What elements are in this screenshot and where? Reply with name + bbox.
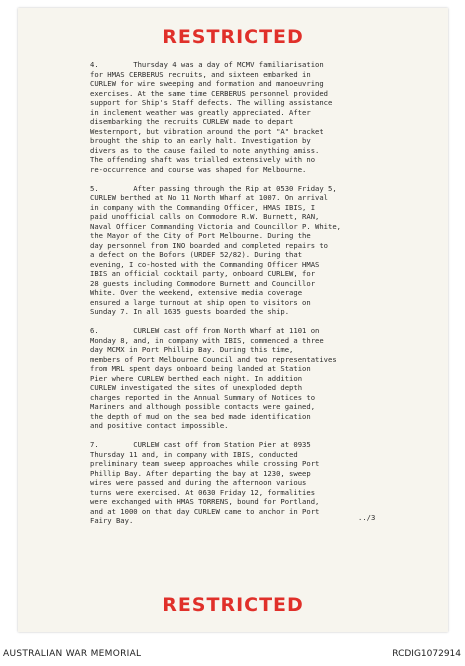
paragraph-line: paid unofficial calls on Commodore R.W. Burnett, RAN,: [90, 212, 320, 221]
paragraph-first-line: [90, 184, 430, 194]
paragraph-line: brought the ship to an early halt. Investigation by: [90, 136, 311, 145]
paragraph-line: Sunday 7. In all 1635 guests boarded the ship.: [90, 307, 290, 316]
paragraph-5: [90, 184, 430, 317]
paragraph-line: preliminary team sweep approaches while crossing Port: [90, 459, 320, 468]
paragraph-line: re-occurrence and course was shaped for Melbourne.: [90, 164, 307, 174]
paragraph-line: for HMAS CERBERUS recruits, and sixteen embarked in: [90, 69, 311, 79]
paragraph-line: IBIS an official cocktail party, onboard CURLEW, for: [90, 269, 316, 278]
paragraph-7: [90, 440, 430, 526]
paragraph-first-line: [90, 60, 430, 70]
paragraph-line: day personnel from INO boarded and completed repairs to: [90, 240, 328, 250]
paragraph-line: Monday 8, and, in company with IBIS, commenced a three: [90, 335, 324, 345]
paragraph-line: Westernport, but vibration around the port "A" bracket: [90, 126, 324, 136]
paragraph-line: evening, I co-hosted with the Commanding Officer HMAS: [90, 259, 320, 269]
archive-footer: [0, 638, 465, 666]
paragraph-line: and positive contact impossible.: [90, 421, 229, 430]
paragraph-line: exercises. At the same time CERBERUS personnel provided: [90, 88, 328, 98]
paragraph-line: 28 guests including Commodore Burnett and Councillor: [90, 278, 316, 288]
paragraph-line: CURLEW berthed at No 11 North Wharf at 1007. On arrival: [90, 193, 328, 202]
classification-header: RESTRICTED: [162, 26, 304, 48]
paragraph-line: disembarking the recruits CURLEW made to depart: [90, 117, 294, 126]
paragraph-line: were exchanged with HMAS TORRENS, bound for Portland,: [90, 497, 320, 506]
paragraph-line: wires were passed and during the afternoon various: [90, 478, 307, 487]
paragraph-line: the Mayor of the City of Port Melbourne. During the: [90, 231, 311, 240]
paragraph-line: ensured a large turnout at ship open to visitors on: [90, 297, 311, 307]
paragraph-line: Pier where CURLEW berthed each night. In addition: [90, 373, 303, 383]
paragraph-line: Thursday 11 and, in company with IBIS, conducted: [90, 449, 298, 459]
paragraph-line-text: CURLEW cast off from Station Pier at 0935: [133, 440, 311, 449]
paragraph-line-text: CURLEW cast off from North Wharf at 1101 on: [133, 326, 320, 335]
paragraph-line: day MCMX in Port Phillip Bay. During this time,: [90, 345, 294, 354]
paragraph-line-text: Thursday 4 was a day of MCMV familiarisation: [133, 60, 324, 69]
paragraph-6: [90, 326, 430, 431]
paragraph-line: and at 1000 on that day CURLEW came to anchor in Port: [90, 506, 320, 516]
document-page: [18, 8, 448, 632]
paragraph-line: White. Over the weekend, extensive media coverage: [90, 288, 303, 297]
paragraph-line: divers as to the cause failed to note anything amiss.: [90, 145, 320, 155]
paragraph-line: the depth of mud on the sea bed made identification: [90, 411, 311, 421]
paragraph-line: Mariners and although possible contacts were gained,: [90, 402, 316, 411]
continuation-page-ref: ../3: [358, 513, 376, 522]
paragraph-number: 7.: [90, 440, 99, 449]
paragraph-line: members of Port Melbourne Council and two representatives: [90, 354, 337, 364]
paragraph-line: The offending shaft was trialled extensively with no: [90, 155, 316, 164]
paragraph-line: support for Ship's Staff defects. The willing assistance: [90, 98, 333, 107]
classification-footer: RESTRICTED: [162, 594, 304, 616]
paragraph-line: a defect on the Bofors (URDEF 52/82). During that: [90, 250, 303, 259]
paragraph-number: 4.: [90, 60, 99, 69]
paragraph-line: CURLEW for wire sweeping and formation and manoeuvring: [90, 79, 324, 88]
paragraph-first-line: [90, 440, 430, 450]
paragraph-line: CURLEW investigated the sites of unexploded depth: [90, 383, 303, 392]
paragraph-line-text: After passing through the Rip at 0530 Friday 5,: [133, 183, 337, 193]
paragraph-number: 6.: [90, 326, 99, 335]
paragraph-line: in company with the Commanding Officer, HMAS IBIS, I: [90, 202, 316, 212]
paragraph-line: in inclement weather was greatly appreciated. After: [90, 107, 311, 117]
paragraph-line: Fairy Bay.: [90, 516, 134, 525]
paragraph-4: [90, 60, 430, 174]
report-body: [90, 60, 430, 535]
paragraph-first-line: [90, 326, 430, 336]
paragraph-line: Naval Officer Commanding Victoria and Councillor P. White,: [90, 221, 341, 231]
paragraph-line: turns were exercised. At 0630 Friday 12, formalities: [90, 487, 316, 497]
paragraph-number: 5.: [90, 183, 99, 193]
paragraph-line: charges reported in the Annual Summary of Notices to: [90, 392, 316, 402]
paragraph-line: from MRL spent days onboard being landed at Station: [90, 364, 311, 373]
archive-name: AUSTRALIAN WAR MEMORIAL: [3, 649, 142, 659]
paragraph-line: Phillip Bay. After departing the bay at 1230, sweep: [90, 468, 311, 478]
archive-reference: RCDIG1072914: [392, 649, 461, 659]
